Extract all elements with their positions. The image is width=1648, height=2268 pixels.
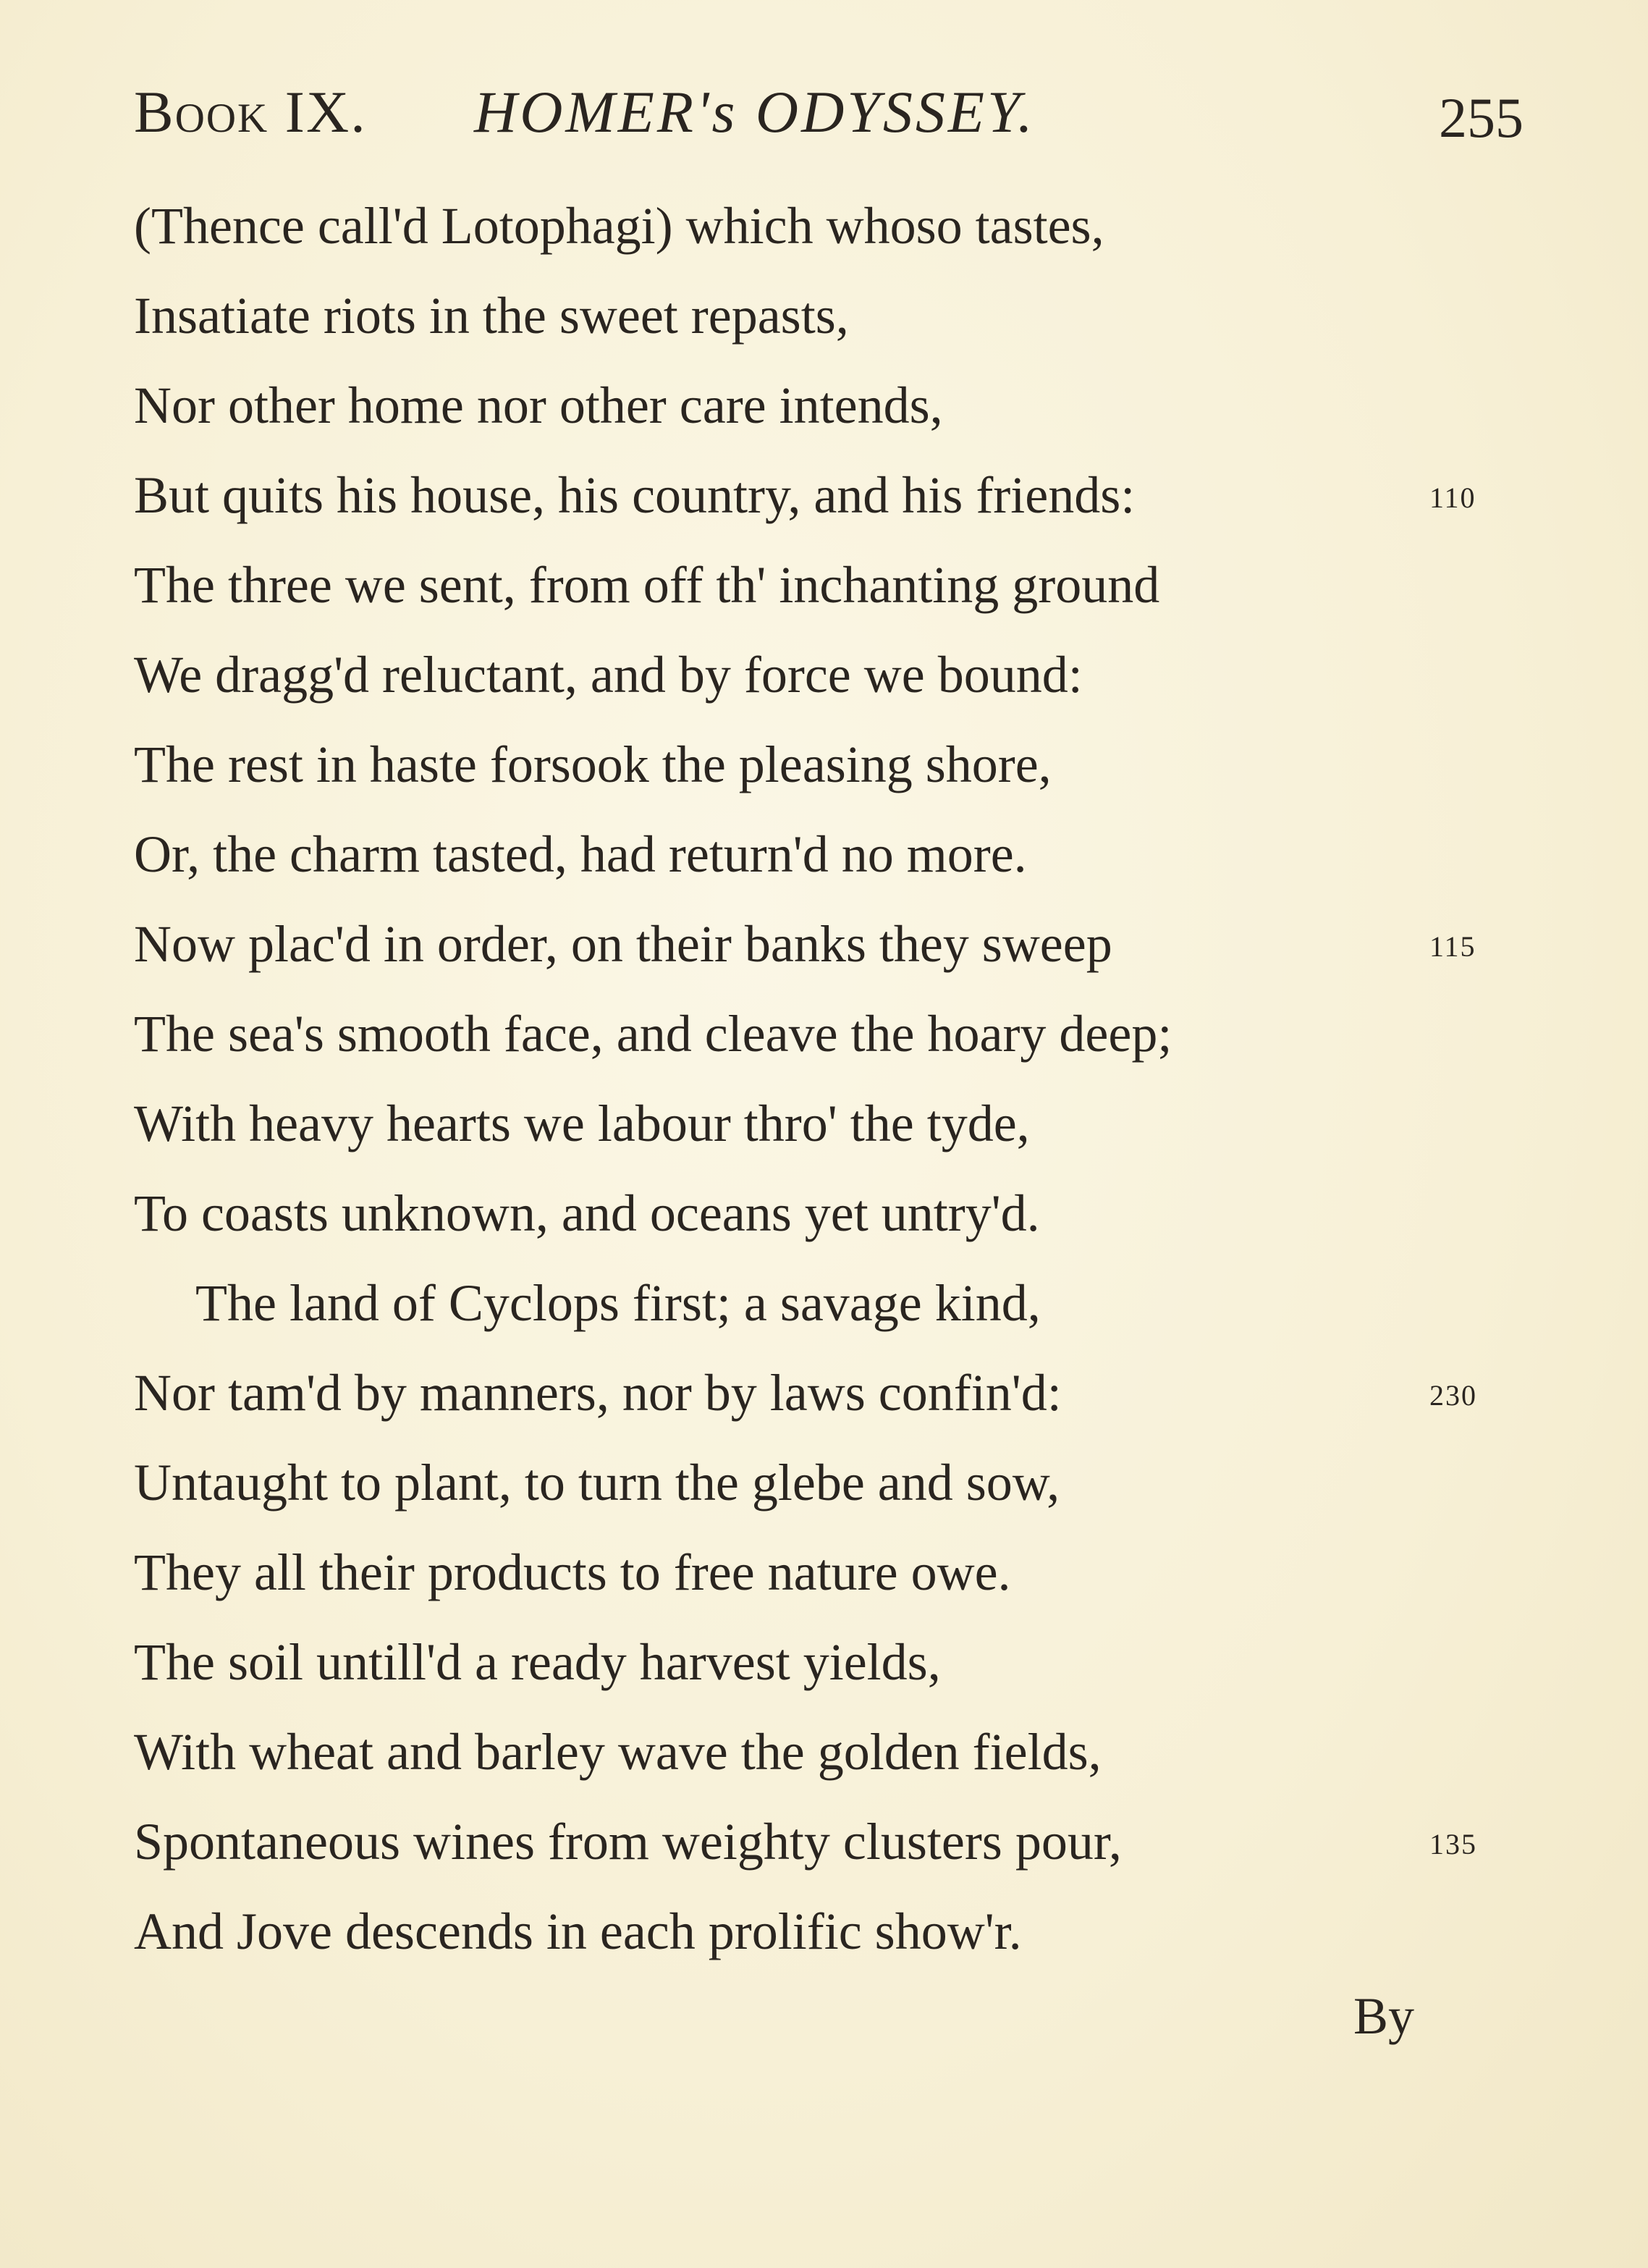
verse-line [134, 1168, 1524, 1258]
verse-text: Or, the charm tasted, had return'd no more. [134, 825, 1027, 883]
verse-line [134, 1527, 1524, 1617]
verse-text: We dragg'd reluctant, and by force we bound: [134, 646, 1083, 704]
verse-text: Now plac'd in order, on their banks they sweep [134, 915, 1112, 973]
verse-text: The sea's smooth face, and cleave the hoary deep; [134, 1005, 1172, 1063]
catchword: By [1353, 1987, 1415, 2045]
line-number: 135 [1429, 1828, 1477, 1860]
verse-line [134, 450, 1524, 540]
verse-line [134, 989, 1524, 1079]
verse-text: (Thence call'd Lotophagi) which whoso tastes, [134, 197, 1104, 255]
verse-line [134, 1258, 1524, 1348]
verse-line [134, 1348, 1524, 1438]
verse-text: The rest in haste forsook the pleasing shore, [134, 735, 1052, 793]
verse-text: To coasts unknown, and oceans yet untry'd. [134, 1184, 1040, 1242]
line-number: 230 [1429, 1379, 1477, 1412]
verse-text: Untaught to plant, to turn the glebe and sow, [134, 1454, 1060, 1512]
verse-text: Insatiate riots in the sweet repasts, [134, 287, 849, 345]
verse-text: And Jove descends in each prolific show'r. [134, 1902, 1022, 1960]
verse-line [134, 899, 1524, 989]
line-number: 115 [1429, 930, 1476, 963]
verse-text: Nor other home nor other care intends, [134, 376, 943, 434]
verse-text: They all their products to free nature owe. [134, 1543, 1011, 1601]
verse-line [134, 540, 1524, 630]
running-header [134, 69, 1524, 156]
verse-line [134, 1617, 1524, 1707]
page-number: 255 [1439, 86, 1524, 149]
poem-text [134, 181, 1524, 1976]
verse-line [134, 1797, 1524, 1887]
verse-text: The soil untill'd a ready harvest yields, [134, 1633, 941, 1691]
verse-line [134, 271, 1524, 361]
verse-text: The land of Cyclops first; a savage kind, [195, 1274, 1041, 1332]
verse-text: But quits his house, his country, and his friends: [134, 466, 1136, 524]
verse-line [134, 1707, 1524, 1797]
verse-text: With wheat and barley wave the golden fields, [134, 1723, 1102, 1781]
verse-text: Nor tam'd by manners, nor by laws confin'd: [134, 1364, 1062, 1422]
verse-line [134, 630, 1524, 720]
verse-line [134, 361, 1524, 450]
verse-line [134, 1079, 1524, 1168]
verse-line [134, 181, 1524, 271]
verse-line [134, 1887, 1524, 1976]
line-number: 110 [1429, 481, 1476, 514]
book-label: Book IX. [134, 79, 367, 145]
running-title: HOMER's ODYSSEY. [474, 79, 1036, 145]
verse-line [134, 720, 1524, 809]
verse-text: Spontaneous wines from weighty clusters pour, [134, 1813, 1122, 1871]
verse-text: With heavy hearts we labour thro' the tyde, [134, 1095, 1030, 1152]
verse-text: The three we sent, from off th' inchanting ground [134, 556, 1160, 614]
verse-line [134, 1438, 1524, 1527]
verse-line [134, 809, 1524, 899]
